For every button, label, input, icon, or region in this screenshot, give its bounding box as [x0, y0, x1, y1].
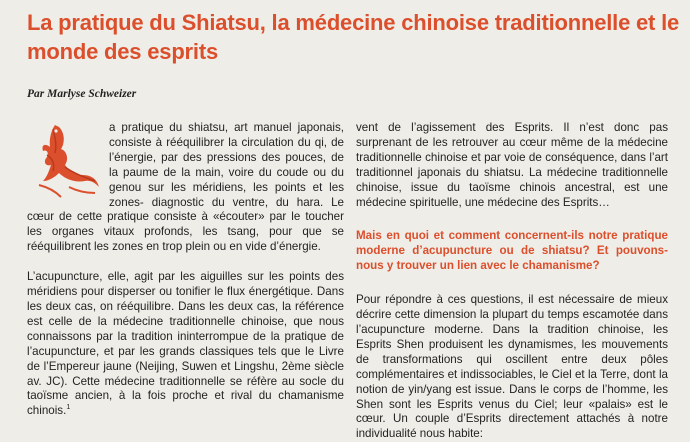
- dragon-letter-l-icon: [25, 121, 103, 201]
- section-question: Mais en quoi et comment concernent-ils notre pratique moderne d’acupuncture ou de shiatsu? Et pouvons-nous y trouver un lien avec le chamanisme?: [356, 229, 668, 273]
- right-column: [356, 121, 668, 442]
- left-paragraph-1: a pratique du shiatsu, art manuel japonais, consiste à rééquilibrer la circulation du qi, de l’énergie, par des pressions des pouces, de la paume de la main, voire du coude ou du genou sur les méridiens, les points et les zones- diagnostic du ventre, du hara. Le cœur de cette pratique consiste à «écouter» par le toucher les organes vitaux profonds, les tsang, pour que se rééquilibrent les zones en trop plein ou en vide d’énergie.: [27, 121, 344, 254]
- right-paragraph-1: vent de l’agissement des Esprits. Il n’est donc pas surprenant de les retrouver au cœur même de la médecine traditionnelle chinoise et par voie de conséquence, dans l’art traditionnel japonais du shiatsu. La médecine traditionnelle chinoise, issue du taoïsme chinois ancestral, est une médecine spirituelle, une médecine des Esprits…: [356, 121, 668, 209]
- footnote-marker: 1: [66, 404, 71, 412]
- right-paragraph-2: Pour répondre à ces questions, il est nécessaire de mieux décrire cette dimension la plupart du temps escamotée dans l’acupuncture moderne. Dans la tradition chinoise, les Esprits Shen produisent les dynamismes, les mouvements de transformations qui oscillent entre deux pôles complémentaires et indissociables, le Ciel et la Terre, dont la notion de yin/yang est issue. Dans le corps de l’homme, les Shen sont les Esprits venus du Ciel; leur «palais» est le cœur. Un couple d’Esprits directement attachés à notre individualité nous habite:: [356, 293, 668, 441]
- article-title: La pratique du Shiatsu, la médecine chinoise traditionnelle et le monde des esprits: [27, 10, 680, 64]
- left-paragraph-2: [27, 270, 344, 419]
- left-column: [27, 121, 344, 419]
- article-byline: Par Marlyse Schweizer: [27, 88, 137, 100]
- left-paragraph-2-text: L’acupuncture, elle, agit par les aiguilles sur les points des méridiens pour disperser ou tonifier le flux énergétique. Dans les deux cas, on rééquilibre. Dans les deux cas, la référence est celle de la médecine traditionnelle chinoise, que nous connaissons par la tradition ininterrompue de la pratique de l’acupuncture, et par les grands classiques tels que le Livre de l’Empereur jaune (Neijing, Suwen et Lingshu, 2ème siècle av. JC). Cette médecine traditionnelle se réfère au socle du taoïsme ancien, à la fois proche et rival du chamanisme chinois.: [27, 270, 344, 418]
